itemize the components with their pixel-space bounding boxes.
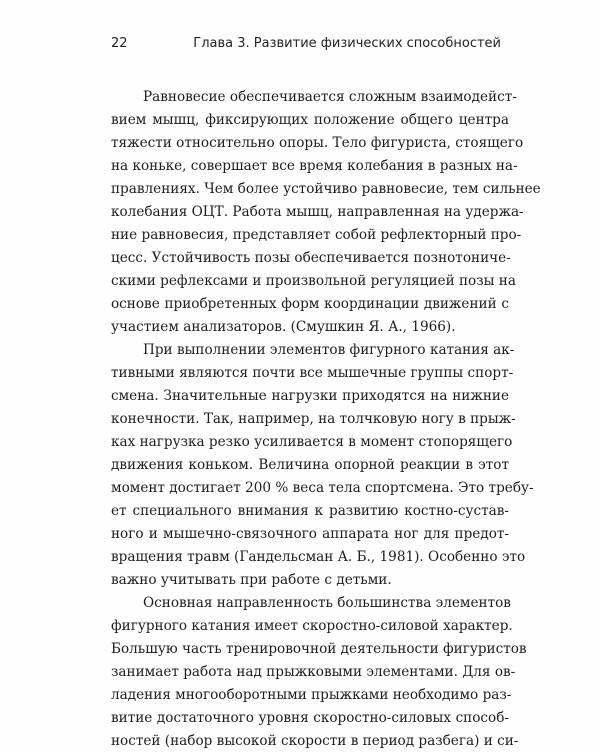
text-line: скими рефлексами и произвольной регуляцией позы на: [111, 273, 516, 289]
running-head: [111, 36, 501, 56]
text-line: ного и мышечно-связочного аппарата ног для предот-: [111, 526, 509, 542]
paragraph-balance: [111, 86, 541, 339]
text-line: тивными являются почти все мышечные группы спорт-: [111, 365, 514, 381]
text-line: Большую часть тренировочной деятельности фигуристов: [111, 641, 527, 657]
chapter-title: Глава 3. Развитие физических способностей: [193, 36, 501, 51]
text-line: Равновесие обеспечивается сложным взаимодейст-: [143, 89, 517, 105]
text-line: вращения травм (Гандельсман А. Б., 1981). Особенно это: [111, 549, 526, 565]
text-line: ладения многооборотными прыжками необходимо раз-: [111, 687, 512, 703]
text-line: фигурного катания имеет скоростно-силовой характер.: [111, 618, 513, 634]
text-line: основе приобретенных форм координации движений с: [111, 296, 509, 312]
text-line: витие достаточного уровня скоростно-силовых способ-: [111, 710, 509, 726]
text-line: При выполнении элементов фигурного катания ак-: [143, 342, 515, 358]
text-line: на коньке, совершает все время колебания в разных на-: [111, 158, 518, 174]
text-line: цесс. Устойчивость позы обеспечивается познотониче-: [111, 250, 511, 266]
text-line: Основная направленность большинства элементов: [143, 595, 511, 611]
text-line: момент достигает 200 % веса тела спортсмена. Это требу-: [111, 480, 534, 496]
text-line: ностей (набор высокой скорости в период разбега) и си-: [111, 733, 519, 749]
page-number: 22: [111, 36, 128, 51]
paragraph-muscle-load: [111, 339, 534, 592]
text-line: важно учитывать при работе с детьми.: [111, 572, 392, 588]
text-line: занимает работа над прыжковыми элементами. Для ов-: [111, 664, 516, 680]
text-line: вием мышц, фиксирующих положение общего центра: [111, 112, 509, 128]
text-line: правлениях. Чем более устойчиво равновесие, тем сильнее: [111, 181, 541, 197]
text-line: тяжести относительно опоры. Тело фигуриста, стоящего: [111, 135, 524, 151]
paragraph-speed-strength: [111, 592, 527, 753]
text-line: ет специального внимания к развитию костно-сустав-: [111, 503, 509, 519]
text-line: конечности. Так, например, на толчковую ногу в прыж-: [111, 411, 516, 427]
text-line: ние равновесия, представляет собой рефлекторный про-: [111, 227, 522, 243]
body-text: [111, 86, 541, 753]
text-line: колебания ОЦТ. Работа мышц, направленная на удержа-: [111, 204, 524, 220]
text-line: смена. Значительные нагрузки приходятся на нижние: [111, 388, 509, 404]
text-line: движения коньком. Величина опорной реакции в этот: [111, 457, 509, 473]
text-line: ках нагрузка резко усиливается в момент стопорящего: [111, 434, 513, 450]
text-line: участием анализаторов. (Смушкин Я. А., 1966).: [111, 319, 456, 335]
